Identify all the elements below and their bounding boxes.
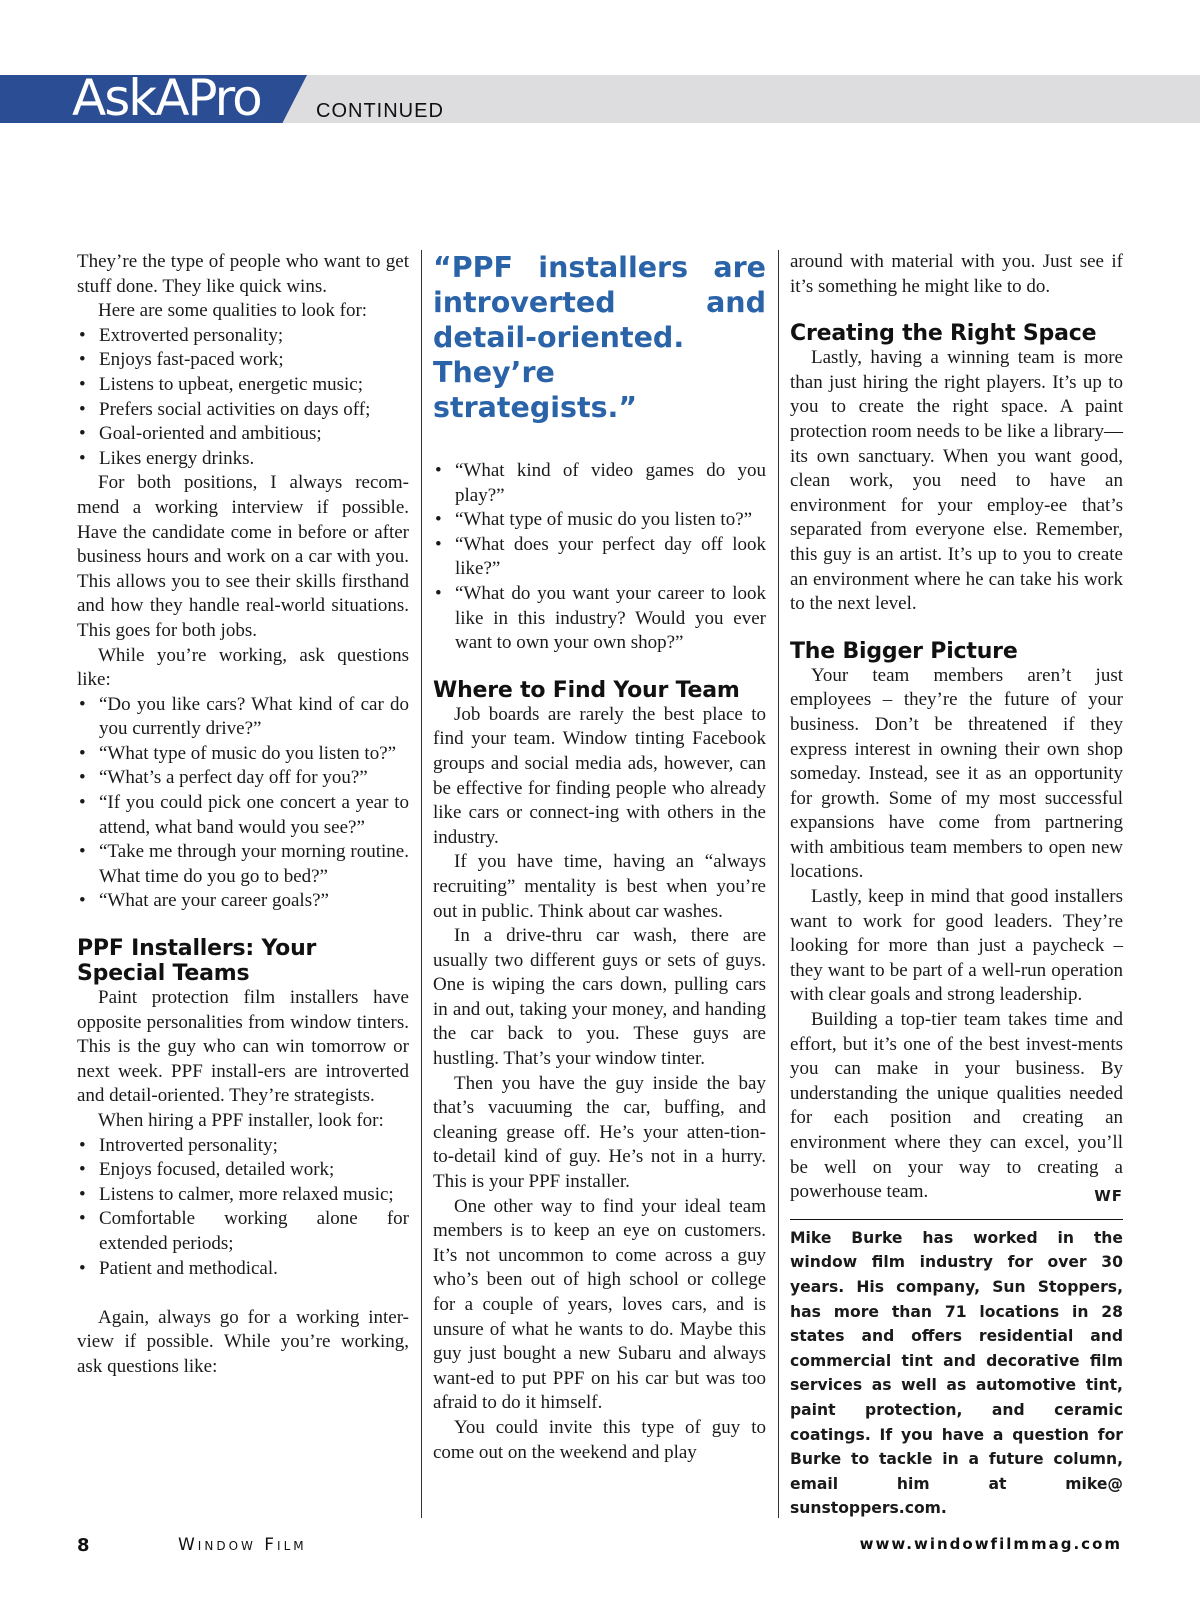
- list-item: • Comfortable working alone for extended periods;: [77, 1207, 409, 1256]
- list-item: • Extroverted personality;: [77, 324, 409, 349]
- section-heading: The Bigger Picture: [790, 638, 1018, 664]
- paragraph: [790, 1008, 1123, 1205]
- paragraph: around with material with you. Just see if it’s something he might like to do.: [790, 251, 1123, 297]
- tinter-questions-list: [77, 693, 409, 914]
- paragraph: Again, always go for a working inter-view if possible. While you’re working, ask questions like:: [77, 1306, 409, 1377]
- paragraph: Lastly, keep in mind that good installers want to work for good leaders. They’re looking for more than just a paycheck – they want to be part of a well-run operation with clear goals and strong leadership.: [790, 886, 1123, 1006]
- paragraph: Paint protection film installers have opposite personalities from window tinters. This is the guy who can win tomorrow or next week. PPF install-ers are introverted and detail-oriented. They’re strategists.: [77, 987, 409, 1107]
- pull-quote: “PPF installers are introverted and detail-oriented. They’re strategists.”: [433, 251, 766, 424]
- paragraph: Job boards are rarely the best place to find your team. Window tinting Facebook groups and social media ads, however, can be effective for finding people who already like cars or connect-ing with others in the industry.: [433, 703, 766, 848]
- list-item: • Goal-oriented and ambitious;: [77, 422, 409, 447]
- list-item: • “If you could pick one concert a year to attend, what band would you see?”: [77, 791, 409, 840]
- paragraph: While you’re working, ask questions like:: [77, 644, 409, 691]
- list-item: • Patient and methodical.: [77, 1257, 409, 1282]
- article-column-1: [77, 250, 409, 1380]
- paragraph: Here are some qualities to look for:: [98, 300, 368, 322]
- paragraph: You could invite this type of guy to come out on the weekend and play: [433, 1416, 766, 1463]
- article-column-2: [433, 250, 766, 1465]
- paragraph: Then you have the guy inside the bay that’s vacuuming the car, buffing, and cleaning grease off. He’s your atten-tion-to-detail kind of guy. He’s not in a hurry. This is your PPF installer.: [433, 1072, 766, 1193]
- ppf-questions-list: [433, 459, 766, 656]
- magazine-name: Window Film: [178, 1535, 307, 1555]
- section-heading: Creating the Right Space: [790, 321, 1097, 347]
- list-item: • “What does your perfect day off look like?”: [433, 533, 766, 582]
- list-item: • Introverted personality;: [77, 1134, 409, 1159]
- list-item: • “What type of music do you listen to?”: [77, 742, 409, 767]
- ppf-qualities-list: [77, 1134, 409, 1282]
- bio-divider: [790, 1219, 1123, 1220]
- list-item: • Enjoys fast-paced work;: [77, 348, 409, 373]
- paragraph: They’re the type of people who want to get stuff done. They like quick wins.: [77, 251, 409, 297]
- list-item: • “What type of music do you listen to?”: [433, 508, 766, 533]
- list-item: • Listens to upbeat, energetic music;: [77, 373, 409, 398]
- section-heading: PPF Installers: Your Special Teams: [77, 936, 317, 987]
- list-item: • “What’s a perfect day off for you?”: [77, 766, 409, 791]
- paragraph: If you have time, having an “always recruiting” mentality is best when you’re out in public. Think about car washes.: [433, 851, 766, 922]
- list-item: • “What kind of video games do you play?”: [433, 459, 766, 508]
- section-title: AskAPro: [72, 69, 261, 127]
- section-subtitle: CONTINUED: [316, 100, 444, 122]
- paragraph: Your team members aren’t just employees – they’re the future of your business. Don’t be threatened if they express interest in owning their own shop someday. Instead, see it as an opportunity for growth. Some of my most successful expansions have come from partnering with ambitious team members to open new locations.: [790, 664, 1123, 883]
- list-item: • Likes energy drinks.: [77, 447, 409, 472]
- list-item: • Listens to calmer, more relaxed music;: [77, 1183, 409, 1208]
- list-item: • Enjoys focused, detailed work;: [77, 1158, 409, 1183]
- list-item: • “What do you want your career to look like in this industry? Would you ever want to own your own shop?”: [433, 582, 766, 656]
- paragraph: When hiring a PPF installer, look for:: [98, 1110, 384, 1131]
- tinter-qualities-list: [77, 324, 409, 472]
- article-column-3: [790, 250, 1123, 1521]
- paragraph: For both positions, I always recom-mend a working interview if possible. Have the candidate come in before or after business hours and work on a car with you. This allows you to see their skills firsthand and how they handle real-world situations. This goes for both jobs.: [77, 472, 409, 641]
- column-divider: [778, 250, 779, 1518]
- closing-paragraph-text: Building a top-tier team takes time and effort, but it’s one of the best invest-ments you can make in your business. By understanding the unique qualities needed for each position and creating an environment where they can excel, you’ll be well on your way to creating a powerhouse team.: [790, 1009, 1123, 1203]
- paragraph: In a drive-thru car wash, there are usually two different guys or sets of guys. One is wiping the cars down, pulling cars in and out, taking your money, and handing the car back to you. These guys are hustling. That’s your window tinter.: [433, 925, 766, 1070]
- section-heading: Where to Find Your Team: [433, 677, 740, 703]
- end-mark: WF: [1094, 1187, 1123, 1206]
- website-url: www.windowfilmmag.com: [859, 1535, 1122, 1553]
- paragraph: One other way to find your ideal team members is to keep an eye on customers. It’s not uncommon to come across a guy who’s been out of high school or college for a couple of years, loves cars, and is unsure of what he wants to do. Maybe this guy just bought a new Subaru and always want-ed to put PPF on his car but was too afraid to do it himself.: [433, 1195, 766, 1414]
- paragraph: Lastly, having a winning team is more than just hiring the right players. It’s up to you to create the right space. A paint protection room needs to be like a library—its own sanctuary. When you want good, clean work, you need to have an environment for your employ-ee that’s separated from everyone else. Remember, this guy is an artist. It’s up to you to create an environment where he can take his work to the next level.: [790, 347, 1123, 615]
- page-number: 8: [77, 1535, 90, 1556]
- list-item: • “Take me through your morning routine. What time do you go to bed?”: [77, 840, 409, 889]
- list-item: • “What are your career goals?”: [77, 889, 409, 914]
- column-divider: [421, 250, 422, 1518]
- list-item: • “Do you like cars? What kind of car do you currently drive?”: [77, 693, 409, 742]
- list-item: • Prefers social activities on days off;: [77, 398, 409, 423]
- author-bio: Mike Burke has worked in the window film industry for over 30 years. His company, Sun Stoppers, has more than 71 locations in 28 states and offers residential and commercial tint and decorative film services as well as automotive tint, paint protection, and ceramic coatings. If you have a question for Burke to tackle in a future column, email him at mike@ sunstoppers.com.: [790, 1228, 1123, 1518]
